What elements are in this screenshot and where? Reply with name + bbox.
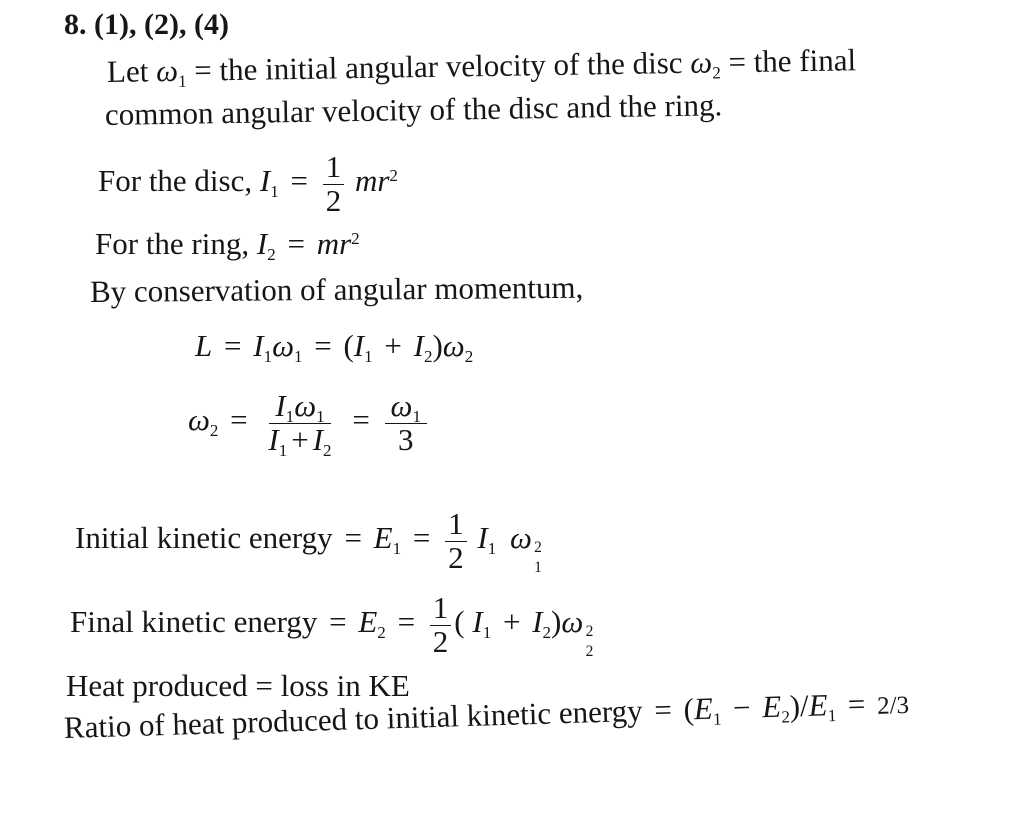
definition-line-1: Let $\omega_1$ = the initial angular velocity of the disc $\omega_2$ = the final (106, 42, 857, 91)
angular-momentum-equation: $L = I_1\omega_1 = (I_1 + I_2)\omega_2$ (195, 328, 474, 366)
one-half-fraction: $\frac{1}{2}$ (323, 151, 345, 217)
ratio-value: 2/3 (876, 691, 910, 720)
definition-line-2: common angular velocity of the disc and the ring. (104, 87, 723, 132)
ring-moment-of-inertia: For the ring, $I_2 = mr^2$ (95, 226, 360, 264)
disc-moment-of-inertia: For the disc, $I_1$ = $\frac{1}{2}$ $mr^2$ (98, 149, 398, 218)
question-header: 8. (1), (2), (4) (64, 8, 229, 41)
final-kinetic-energy: Final kinetic energy = $E_2$ = $\frac{1}{2}$ ( $I_1 + I_2)\omega$ 2 2 (70, 590, 594, 660)
omega-third-fraction: $\frac{\omega_1}{3}$ (385, 390, 427, 456)
heat-produced-statement: Heat produced = loss in KE (66, 668, 410, 703)
final-angular-velocity-equation: $\omega_2$ = $\frac{I_1\omega_1}{I_1 + I_2}$ = $\frac{\omega_1}{3}$ (188, 390, 430, 456)
conservation-statement: By conservation of angular momentum, (89, 269, 584, 309)
one-half-fraction: $\frac{1}{2}$ (445, 508, 467, 574)
one-half-fraction: $\frac{1}{2}$ (430, 592, 452, 658)
heat-ratio-statement: Ratio of heat produced to initial kinetic energy = $(E_1 - E_2)/E_1 = 2/3$ (63, 686, 910, 745)
initial-kinetic-energy: Initial kinetic energy = $E_1$ = $\frac{1}{2}$ $I_1$ ω 2 1 (75, 506, 542, 576)
momentum-ratio-fraction: $\frac{I_1\omega_1}{I_1 + I_2}$ (268, 388, 332, 460)
